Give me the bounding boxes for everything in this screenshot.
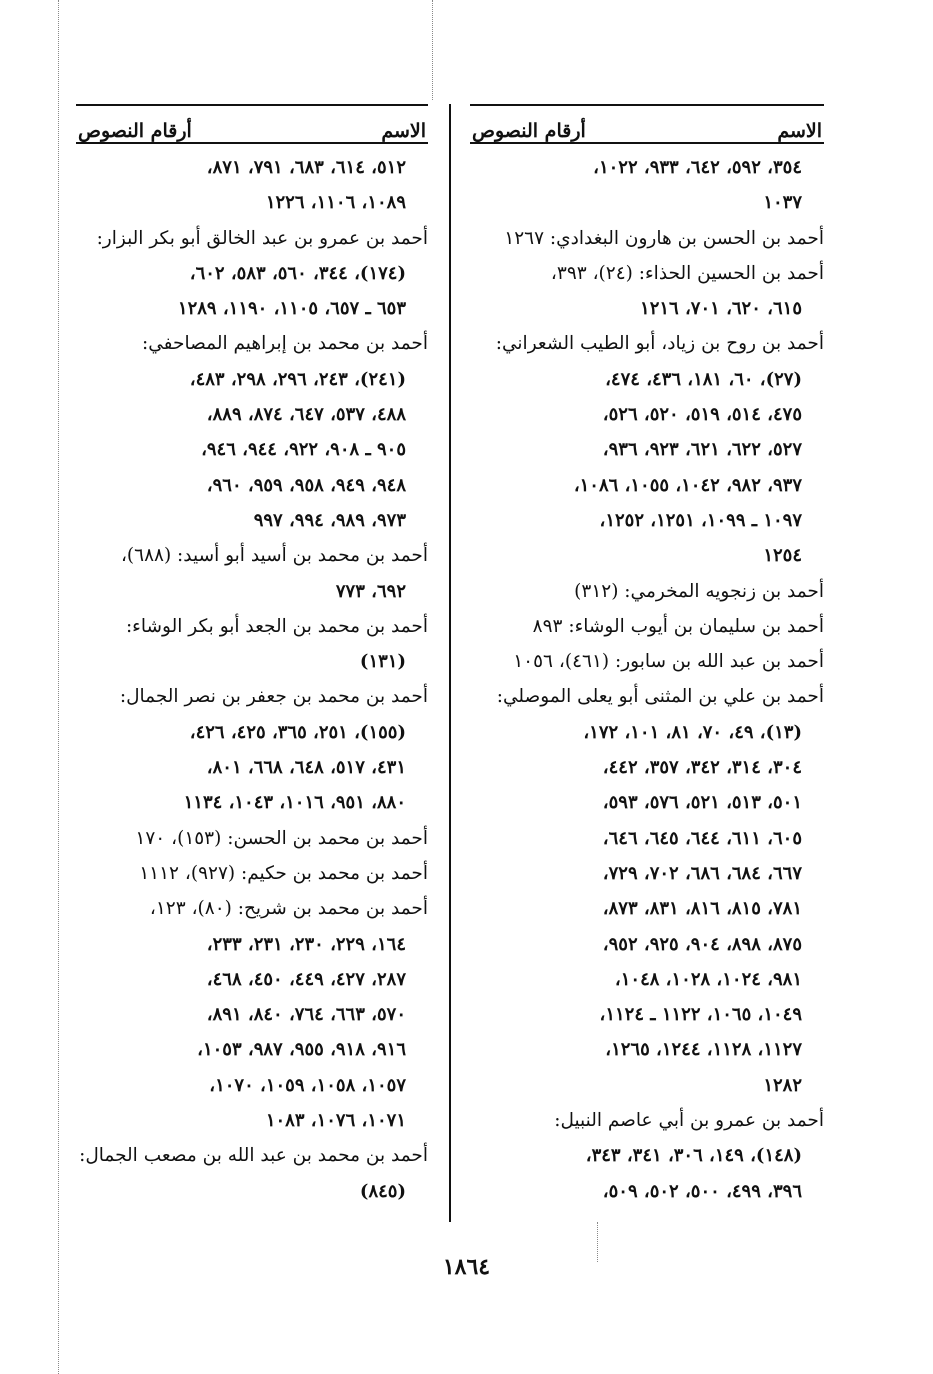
scan-guide-line xyxy=(432,0,433,100)
entry-numbers-line: ٤٧٥، ٥١٤، ٥١٩، ٥٢٠، ٥٢٦، xyxy=(602,404,802,426)
entry-name-line: أحمد بن عمرو بن أبي عاصم النبيل: xyxy=(554,1110,824,1132)
entry-numbers-line: (١٤٨)، ١٤٩، ٣٠٦، ٣٤١، ٣٤٣، xyxy=(585,1145,802,1167)
entry-name-line: أحمد بن محمد بن عبد الله بن مصعب الجمال: xyxy=(79,1145,428,1167)
entries-list xyxy=(76,144,428,1209)
entry-numbers-line: ١٦٤، ٢٢٩، ٢٣٠، ٢٣١، ٢٣٣، xyxy=(206,933,406,955)
entry-numbers-line: ٦٠٥، ٦١١، ٦٤٤، ٦٤٥، ٦٤٦، xyxy=(602,827,802,849)
entry-name-line: أحمد بن علي بن المثنى أبو يعلى الموصلي: xyxy=(496,686,824,708)
entry-numbers-line: ١٠٨٩، ١١٠٦، ١٢٢٦ xyxy=(265,192,406,214)
entry-numbers-line: ٩٤٨، ٩٤٩، ٩٥٨، ٩٥٩، ٩٦٠، xyxy=(206,474,406,496)
entry-numbers-line: ١١٢٧، ١١٢٨، ١٢٤٤، ١٢٦٥، xyxy=(605,1039,802,1061)
entry-numbers-line: ١٠٤٩، ١٠٦٥، ١١٢٢ ـ ١١٢٤، xyxy=(599,1004,802,1026)
column-header xyxy=(76,104,428,144)
entry-numbers-line: ١٠٥٧، ١٠٥٨، ١٠٥٩، ١٠٧٠، xyxy=(209,1074,406,1096)
entry-numbers-line: ٢٨٧، ٤٢٧، ٤٤٩، ٤٥٠، ٤٦٨، xyxy=(206,968,406,990)
entry-numbers-line: (١٣)، ٤٩، ٧٠، ٨١، ١٠١، ١٧٢، xyxy=(583,721,802,743)
column-top-rule xyxy=(76,104,428,106)
entry-numbers-line: ٨٧٥، ٨٩٨، ٩٠٤، ٩٢٥، ٩٥٢، xyxy=(602,933,802,955)
column-top-rule xyxy=(470,104,824,106)
entry-numbers-line: ١٢٨٢ xyxy=(763,1074,802,1096)
entry-name-line: أحمد بن الحسين الحذاء: (٢٤)، ٣٩٣، xyxy=(550,262,824,284)
entry-numbers-line: ٩٨١، ١٠٢٤، ١٠٢٨، ١٠٤٨، xyxy=(614,968,802,990)
entries-list xyxy=(470,144,824,1209)
entry-numbers-line: (٨٤٥) xyxy=(359,1180,406,1202)
entry-name-line: أحمد بن محمد بن إبراهيم المصاحفي: xyxy=(142,333,428,355)
entry-numbers-line: (١٧٤)، ٣٤٤، ٥٦٠، ٥٨٣، ٦٠٢، xyxy=(189,262,406,284)
entry-name-line: أحمد بن سليمان بن أيوب الوشاء: ٨٩٣ xyxy=(532,615,824,637)
entry-numbers-line: ٩٧٣، ٩٨٩، ٩٩٤، ٩٩٧ xyxy=(253,509,406,531)
entry-numbers-line: ٩٠٥ ـ ٩٠٨، ٩٢٢، ٩٤٤، ٩٤٦، xyxy=(201,439,406,461)
entry-numbers-line: ٩١٦، ٩١٨، ٩٥٥، ٩٨٧، ١٠٥٣، xyxy=(197,1039,406,1061)
numbers-label: أرقام النصوص xyxy=(472,120,586,142)
entry-numbers-line: (١٣١) xyxy=(359,651,406,673)
name-label: الاسم xyxy=(381,120,426,142)
scan-guide-line xyxy=(58,0,59,1374)
entry-numbers-line: ٣٥٤، ٥٩٢، ٦٤٢، ٩٣٣، ١٠٢٢، xyxy=(593,157,802,178)
entry-name-line: أحمد بن محمد بن شريح: (٨٠)، ١٢٣، xyxy=(149,898,428,920)
entry-numbers-line: ٥٧٠، ٦٦٣، ٧٦٤، ٨٤٠، ٨٩١، xyxy=(206,1004,406,1026)
entry-numbers-line: ١٠٧١، ١٠٧٦، ١٠٨٣ xyxy=(265,1110,406,1132)
entry-numbers-line: (٢٤١)، ٢٤٣، ٢٩٦، ٢٩٨، ٤٨٣، xyxy=(189,368,406,390)
entry-numbers-line: ٦٦٧، ٦٨٤، ٦٨٦، ٧٠٢، ٧٢٩، xyxy=(602,862,802,884)
entry-numbers-line: ٤٣١، ٥١٧، ٦٤٨، ٦٦٨، ٨٠١، xyxy=(206,757,406,779)
entry-name-line: أحمد بن عمرو بن عبد الخالق أبو بكر البزار: xyxy=(96,227,428,249)
left-column xyxy=(76,104,428,1209)
entry-name-line: أحمد بن محمد بن الجعد أبو بكر الوشاء: xyxy=(125,615,428,637)
entry-numbers-line: ٨٨٠، ٩٥١، ١٠١٦، ١٠٤٣، ١١٣٤ xyxy=(183,792,406,814)
entry-numbers-line: ٤٨٨، ٥٣٧، ٦٤٧، ٨٧٤، ٨٨٩، xyxy=(206,404,406,426)
entry-name-line: أحمد بن محمد بن حكيم: (٩٢٧)، ١١١٢ xyxy=(139,862,428,884)
entry-numbers-line: ٥٢٧، ٦٢٢، ٦٢١، ٩٢٣، ٩٣٦، xyxy=(602,439,802,461)
entry-name-line: أحمد بن محمد بن جعفر بن نصر الجمال: xyxy=(119,686,428,708)
column-divider xyxy=(449,104,451,1222)
entry-numbers-line: ٣٩٦، ٤٩٩، ٥٠٠، ٥٠٢، ٥٠٩، xyxy=(602,1180,802,1202)
name-label: الاسم xyxy=(777,120,822,142)
entry-numbers-line: (٢٧)، ٦٠، ١٨١، ٤٣٦، ٤٧٤، xyxy=(605,368,802,390)
entry-name-line: أحمد بن عبد الله بن سابور: (٤٦١)، ١٠٥٦ xyxy=(513,651,824,673)
entry-numbers-line: ٦٥٣ ـ ٦٥٧، ١١٠٥، ١١٩٠، ١٢٨٩ xyxy=(177,298,406,320)
page-number: ١٨٦٤ xyxy=(442,1254,491,1280)
entry-numbers-line: ٥١٢، ٦١٤، ٦٨٣، ٧٩١، ٨٧١، xyxy=(206,157,406,178)
entry-numbers-line: ٣٠٤، ٣١٤، ٣٤٢، ٣٥٧، ٤٤٢، xyxy=(602,757,802,779)
entry-name-line: أحمد بن محمد بن أسيد أبو أسيد: (٦٨٨)، xyxy=(120,545,428,567)
entry-numbers-line: ٦٩٢، ٧٧٣ xyxy=(335,580,406,602)
entry-name-line: أحمد بن الحسن بن هارون البغدادي: ١٢٦٧ xyxy=(504,227,824,249)
entry-numbers-line: ١٢٥٤ xyxy=(763,545,802,567)
entry-numbers-line: ٩٣٧، ٩٨٢، ١٠٤٢، ١٠٥٥، ١٠٨٦، xyxy=(573,474,802,496)
entry-name-line: أحمد بن محمد بن الحسن: (١٥٣)، ١٧٠ xyxy=(135,827,428,849)
entry-numbers-line: ٦١٥، ٦٢٠، ٧٠١، ١٢١٦ xyxy=(640,298,802,320)
entry-numbers-line: ١٠٣٧ xyxy=(763,192,802,214)
entry-numbers-line: ١٠٩٧ ـ ١٠٩٩، ١٢٥١، ١٢٥٢، xyxy=(599,509,802,531)
column-header xyxy=(470,104,824,144)
entry-numbers-line: ٥٠١، ٥١٣، ٥٢١، ٥٧٦، ٥٩٣، xyxy=(602,792,802,814)
right-column xyxy=(470,104,824,1209)
entry-name-line: أحمد بن زنجويه المخرمي: (٣١٢) xyxy=(574,580,824,602)
numbers-label: أرقام النصوص xyxy=(78,120,192,142)
entry-name-line: أحمد بن روح بن زياد، أبو الطيب الشعراني: xyxy=(495,333,824,355)
entry-numbers-line: ٧٨١، ٨١٥، ٨١٦، ٨٣١، ٨٧٣، xyxy=(602,898,802,920)
entry-numbers-line: (١٥٥)، ٢٥١، ٣٦٥، ٤٢٥، ٤٢٦، xyxy=(189,721,406,743)
